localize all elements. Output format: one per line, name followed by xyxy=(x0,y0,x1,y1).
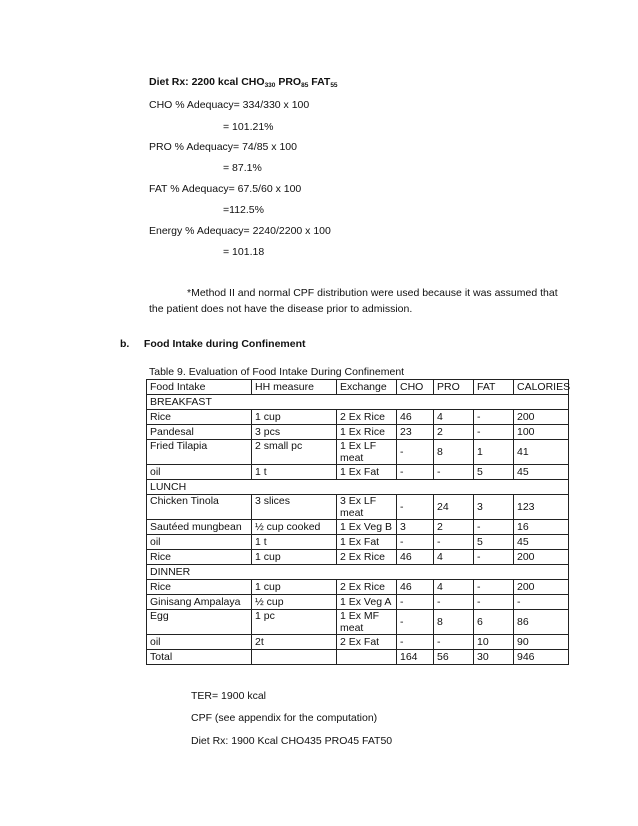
table-cell: 164 xyxy=(397,650,434,665)
table-cell: 1 Ex MF meat xyxy=(337,610,397,635)
table-cell: Rice xyxy=(147,580,252,595)
table-cell: oil xyxy=(147,465,252,480)
table-cell: 1 Ex Veg B xyxy=(337,520,397,535)
pro-adequacy-formula: PRO % Adequacy= 74/85 x 100 xyxy=(149,141,297,153)
table-cell: 3 Ex LF meat xyxy=(337,495,397,520)
table-row xyxy=(147,410,569,425)
table-cell: 1 t xyxy=(252,465,337,480)
section-heading: b. Food Intake during Confinement xyxy=(120,338,306,350)
table-cell: 45 xyxy=(514,465,569,480)
table-cell xyxy=(337,650,397,665)
table-cell: - xyxy=(397,465,434,480)
diet-rx-pro: PRO xyxy=(275,76,302,88)
table-cell: 30 xyxy=(474,650,514,665)
table-cell: - xyxy=(474,425,514,440)
table-header-cell: FAT xyxy=(474,380,514,395)
table-cell: Rice xyxy=(147,550,252,565)
table-header-cell: Food Intake xyxy=(147,380,252,395)
table-cell: 5 xyxy=(474,465,514,480)
table-cell: Egg xyxy=(147,610,252,635)
table-cell: 1 xyxy=(474,440,514,465)
table-cell: 1 cup xyxy=(252,550,337,565)
table-cell: - xyxy=(514,595,569,610)
diet-rx-prefix: Diet Rx: 2200 kcal CHO xyxy=(149,76,265,88)
table-cell: 1 Ex LF meat xyxy=(337,440,397,465)
table-cell: 1 Ex Fat xyxy=(337,535,397,550)
table-cell: 3 slices xyxy=(252,495,337,520)
pro-adequacy-result: = 87.1% xyxy=(223,162,262,174)
table-cell: - xyxy=(434,635,474,650)
table-cell: - xyxy=(434,535,474,550)
table-cell: 6 xyxy=(474,610,514,635)
table-cell: - xyxy=(397,495,434,520)
table-cell: 3 pcs xyxy=(252,425,337,440)
table-cell: 8 xyxy=(434,610,474,635)
cpf-line: CPF (see appendix for the computation) xyxy=(191,712,378,724)
table-row xyxy=(147,535,569,550)
table-cell: Sautéed mungbean xyxy=(147,520,252,535)
table-cell: - xyxy=(474,580,514,595)
table-cell xyxy=(252,650,337,665)
table-header-cell: CALORIES xyxy=(514,380,569,395)
table-header-cell: Exchange xyxy=(337,380,397,395)
table-cell: 3 xyxy=(474,495,514,520)
table-row xyxy=(147,550,569,565)
fat-adequacy-formula: FAT % Adequacy= 67.5/60 x 100 xyxy=(149,183,302,195)
table-cell: 46 xyxy=(397,580,434,595)
table-header-row xyxy=(147,380,569,395)
table-cell: 946 xyxy=(514,650,569,665)
table-cell: - xyxy=(397,610,434,635)
fat-adequacy-result: =112.5% xyxy=(223,204,264,216)
table-cell: 1 Ex Rice xyxy=(337,425,397,440)
table-cell: 1 pc xyxy=(252,610,337,635)
energy-adequacy-formula: Energy % Adequacy= 2240/2200 x 100 xyxy=(149,225,331,237)
table-cell: 200 xyxy=(514,580,569,595)
table-cell: Total xyxy=(147,650,252,665)
table-cell: - xyxy=(397,535,434,550)
table-cell: oil xyxy=(147,635,252,650)
table-cell: 2 xyxy=(434,520,474,535)
fat-subscript: 55 xyxy=(330,82,338,89)
table-header-cell: CHO xyxy=(397,380,434,395)
meal-section-label: BREAKFAST xyxy=(147,395,569,410)
table-cell: 2 Ex Rice xyxy=(337,410,397,425)
table-cell: oil xyxy=(147,535,252,550)
table-row xyxy=(147,595,569,610)
table-cell: 200 xyxy=(514,550,569,565)
table-cell: 41 xyxy=(514,440,569,465)
table-cell: 23 xyxy=(397,425,434,440)
table-cell: 90 xyxy=(514,635,569,650)
table-cell: 4 xyxy=(434,410,474,425)
meal-section-label: LUNCH xyxy=(147,480,569,495)
method-note-line-2: the patient does not have the disease prior to admission. xyxy=(149,303,413,315)
table-cell: 16 xyxy=(514,520,569,535)
table-cell: 1 cup xyxy=(252,410,337,425)
energy-adequacy-result: = 101.18 xyxy=(223,246,265,258)
diet-rx-line xyxy=(149,76,338,89)
table-cell: - xyxy=(397,635,434,650)
table-cell: Chicken Tinola xyxy=(147,495,252,520)
cho-adequacy-formula: CHO % Adequacy= 334/330 x 100 xyxy=(149,99,310,111)
table-cell: 200 xyxy=(514,410,569,425)
table-cell: 2 small pc xyxy=(252,440,337,465)
table-cell: 46 xyxy=(397,550,434,565)
table-cell: 100 xyxy=(514,425,569,440)
food-intake-table xyxy=(146,379,569,665)
table-row xyxy=(147,635,569,650)
table-cell: 2 xyxy=(434,425,474,440)
meal-section-row xyxy=(147,565,569,580)
table-cell: 5 xyxy=(474,535,514,550)
table-cell: Fried Tilapia xyxy=(147,440,252,465)
table-cell: ½ cup xyxy=(252,595,337,610)
table-cell: 123 xyxy=(514,495,569,520)
table-cell: - xyxy=(397,440,434,465)
method-note-line-1: *Method II and normal CPF distribution were used because it was assumed that xyxy=(187,287,558,299)
table-cell: 45 xyxy=(514,535,569,550)
diet-rx-fat: FAT xyxy=(308,76,331,88)
table-cell: 4 xyxy=(434,580,474,595)
table-cell: - xyxy=(434,465,474,480)
table-cell: ½ cup cooked xyxy=(252,520,337,535)
cho-adequacy-result: = 101.21% xyxy=(223,121,274,133)
ter-line: TER= 1900 kcal xyxy=(191,690,266,702)
table-row xyxy=(147,610,569,635)
total-row xyxy=(147,650,569,665)
table-cell: 2 Ex Rice xyxy=(337,580,397,595)
table-row xyxy=(147,425,569,440)
table-row xyxy=(147,440,569,465)
diet-rx-final-line: Diet Rx: 1900 Kcal CHO435 PRO45 FAT50 xyxy=(191,735,393,747)
table-row xyxy=(147,580,569,595)
meal-section-label: DINNER xyxy=(147,565,569,580)
table-caption: Table 9. Evaluation of Food Intake During Confinement xyxy=(149,366,405,378)
table-cell: 1 t xyxy=(252,535,337,550)
table-cell: 4 xyxy=(434,550,474,565)
table-cell: - xyxy=(434,595,474,610)
table-cell: 1 cup xyxy=(252,580,337,595)
table-cell: 86 xyxy=(514,610,569,635)
table-cell: Pandesal xyxy=(147,425,252,440)
table-cell: - xyxy=(397,595,434,610)
table-cell: 2 Ex Rice xyxy=(337,550,397,565)
meal-section-row xyxy=(147,480,569,495)
table-cell: Rice xyxy=(147,410,252,425)
table-cell: Ginisang Ampalaya xyxy=(147,595,252,610)
table-cell: 3 xyxy=(397,520,434,535)
table-cell: - xyxy=(474,410,514,425)
table-cell: 2t xyxy=(252,635,337,650)
table-cell: - xyxy=(474,595,514,610)
pro-subscript: 85 xyxy=(301,82,309,89)
cho-subscript: 330 xyxy=(264,82,276,89)
table-row xyxy=(147,520,569,535)
table-header-cell: HH measure xyxy=(252,380,337,395)
table-row xyxy=(147,465,569,480)
table-cell: 56 xyxy=(434,650,474,665)
table-cell: 24 xyxy=(434,495,474,520)
table-cell: - xyxy=(474,550,514,565)
table-cell: 1 Ex Fat xyxy=(337,465,397,480)
table-cell: 1 Ex Veg A xyxy=(337,595,397,610)
table-cell: 10 xyxy=(474,635,514,650)
table-cell: 2 Ex Fat xyxy=(337,635,397,650)
table-header-cell: PRO xyxy=(434,380,474,395)
table-row xyxy=(147,495,569,520)
meal-section-row xyxy=(147,395,569,410)
table-cell: - xyxy=(474,520,514,535)
table-cell: 46 xyxy=(397,410,434,425)
table-cell: 8 xyxy=(434,440,474,465)
